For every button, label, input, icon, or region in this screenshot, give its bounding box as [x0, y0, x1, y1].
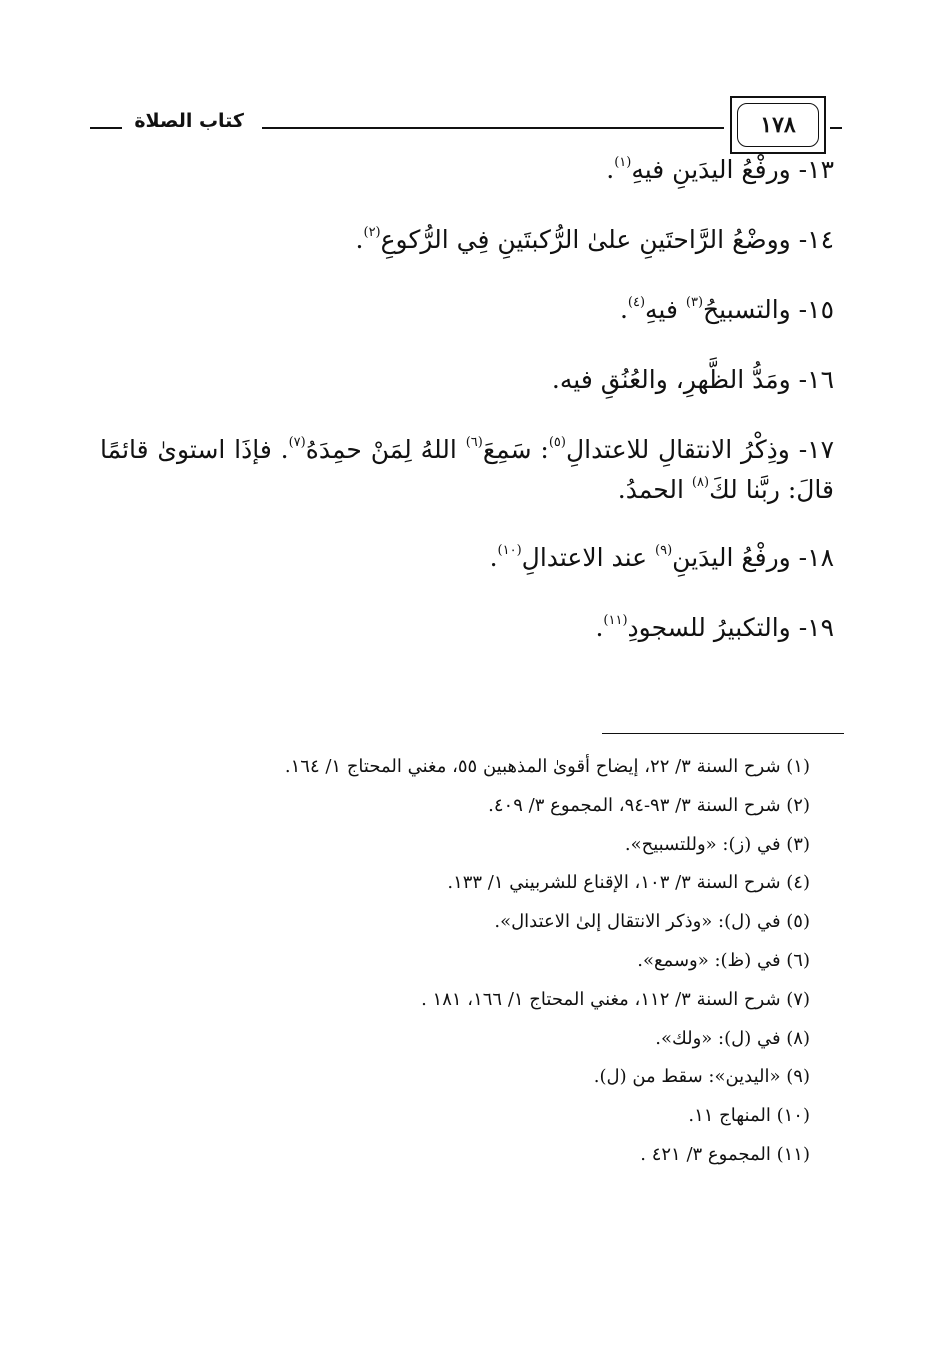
- footnote: (٥) في (ل): «وذكر الانتقال إلىٰ الاعتدال».: [494, 911, 810, 933]
- footnote-ref: (٤): [627, 295, 646, 310]
- header-rule: [90, 127, 122, 129]
- footnote: (٣) في (ز): «وللتسبيح».: [624, 833, 810, 855]
- footnote: (١١) المجموع ٣/ ٤٢١ .: [640, 1143, 810, 1165]
- text-item-14: ١٤- ووضْعُ الرَّاحتَينِ علىٰ الرُّكبتَينِ فِي الرُّكوعِ$^{(٢)}$.: [355, 225, 834, 254]
- text-item-16: ١٦- ومَدُّ الظَّهرِ، والعُنُقِ فيه.: [551, 365, 834, 394]
- footnote-ref: (١): [614, 155, 632, 170]
- footnote: (٨) في (ل): «ولك».: [655, 1027, 810, 1049]
- footnote: (٢) شرح السنة ٣/ ٩٣-٩٤، المجموع ٣/ ٤٠٩.: [488, 794, 810, 816]
- footnote-ref: (٥): [548, 435, 566, 450]
- text-item-18: ١٨- ورفْعُ اليدَينِ$^{(٩)}$ عند الاعتدالِ$^{(١٠)}$.: [489, 543, 834, 572]
- footnote-ref: (١١): [603, 613, 628, 628]
- footnote: (٤) شرح السنة ٣/ ١٠٣، الإقناع للشربيني ١/ ١٣٣.: [447, 872, 810, 894]
- footnote-ref: (١٠): [497, 543, 522, 558]
- main-text: [100, 150, 834, 678]
- text-item-19: ١٩- والتكبيرُ للسجودِ$^{(١١)}$.: [595, 613, 834, 642]
- footnote-ref: (٢): [363, 225, 381, 240]
- footnote-ref: (٧): [288, 435, 306, 450]
- header-rule: [262, 127, 724, 129]
- footnote: (١) شرح السنة ٣/ ٢٢، إيضاح أقوىٰ المذهبين ٥٥، مغني المحتاج ١/ ١٦٤.: [284, 756, 810, 777]
- text-item-17: ١٧- وذِكْرُ الانتقالِ للاعتدالِ$^{(٥)}$: سَمِعَ$^{(٦)}$ اللهُ لِمَنْ حمِدَهُ$^{(٧)}$. فإذَا استوىٰ قائمًا قالَ: ربَّنا لكَ$^{(٨)}$ الحمدُ.: [100, 435, 835, 504]
- footnotes-list: [130, 748, 810, 1175]
- footnote-separator: [602, 733, 844, 734]
- footnote: (٩) «اليدين»: سقط من (ل).: [593, 1066, 810, 1088]
- running-title: كتاب الصلاة: [134, 110, 244, 132]
- footnote-ref: (٣): [685, 295, 704, 310]
- footnote: (١٠) المنهاج ١١.: [688, 1105, 810, 1127]
- running-header: [90, 96, 842, 156]
- page-number: ١٧٨: [737, 103, 819, 147]
- text-item-15: ١٥- والتسبيحُ$^{(٣)}$ فيهِ$^{(٤)}$.: [619, 295, 834, 324]
- text-item-13: ١٣- ورفْعُ اليدَينِ فيهِ$^{(١)}$.: [606, 155, 834, 184]
- footnote-ref: (٦): [465, 435, 483, 450]
- header-rule: [830, 127, 842, 129]
- footnote: (٦) في (ظ): «وسمع».: [637, 949, 810, 971]
- footnote: (٧) شرح السنة ٣/ ١١٢، مغني المحتاج ١/ ١٦٦، ١٨١ .: [421, 988, 810, 1010]
- footnote-ref: (٨): [691, 475, 710, 490]
- footnote-ref: (٩): [655, 543, 673, 558]
- page-number-frame: [730, 96, 826, 154]
